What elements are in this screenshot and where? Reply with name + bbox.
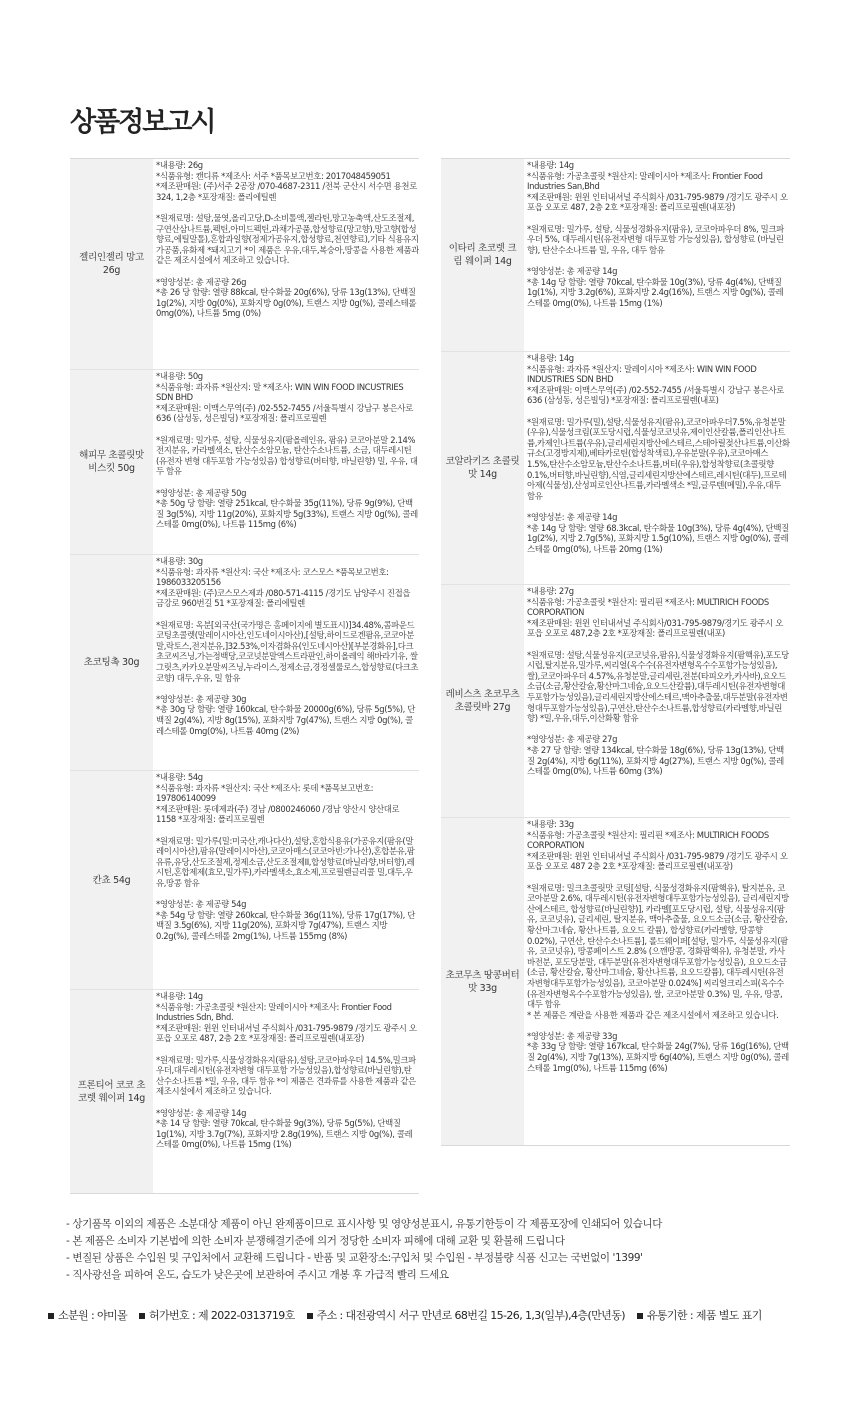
product-name: 코알라키즈 초콜릿맛 14g [441,352,524,584]
product-name: 이타리 초코렛 크림 웨이퍼 14g [441,159,524,351]
product-row [441,817,790,1145]
product-detail: *내용량: 26g *식품유형: 캔디류 *제조사: 서주 *품목보고번호: 2017048459051 *제조판매원: (주)서주 2공장 /070-4687-2311 /전북 군산시 서수면 용천로 324, 1,2층 *포장재질: 폴리에틸렌 *원재료명: 설탕,물엿,올리고당,D-소비톨액,젤라틴,망고농축액,산도조절제,구연산삼나트륨,펙틴,아미드펙틴,과채가공품,합성향료(망고향),망고향(합성향료,에틸말톨),혼합과일향(정제가공유지,합성향료,천연향료),기타 식용유지가공품,유화제 *돼지고기 *이 제품은 우유,대두,복숭아,땅콩을 사용한 제품과 같은 제조시설에서 제조하고 있습니다. *영양성분: 총 제공량 26g *총 26 당 함량: 열량 88kcal, 탄수화물 20g(6%), 당류 13g(13%), 단백질 1g(2%), 지방 0g(0%), 포화지방 0g(0%), 트랜스 지방 0g(%), 콜레스테롤 0mg(0%), 나트륨 5mg (0%) [156,160,419,319]
footer-item: 주소 : 대전광역시 서구 만년로 68번길 15-26, 1,3(일부),4층(만년동) [307,1309,625,1322]
product-detail: *내용량: 33g *식품유형: 가공초콜릿 *원산지: 필리핀 *제조사: MULTIRICH FOODS CORPORATION *제조판매원: 윈윈 인터내셔널 주식회사 /031-795-9879 /경기도 광주시 오포읍 오포로 487 2층 2호 *포장재질: 폴리프로필렌(내포장) *원재료명: 밀크초콜릿맛 코팅[설탕, 식물성경화유지(팜핵유), 탈지분유, 코코아분말 2.6%, 대두레시틴(유전자변형대두포함가능성있음), 글리세린지방산에스테르, 합성향료(바닐린향)], 카라멜[포도당시럽, 설탕, 식물성유지(팜유, 코코넛유), 글리세린, 탈지분유, 맥아추출물, 요오드소금(소금, 황산칼슘, 황산마그네슘, 황산나트륨, 요오드 칼륨), 합성향료(카라멜향, 땅콩향 0.02%), 구연산, 탄산수소나트륨], 롤드웨이퍼[설탕, 밀가루, 식물성유지(팜유, 코코넛유), 땅콩페이스트 2.8% (으깬땅콩, 경화팜핵유), 유청분말, 카사바전분, 포도당분말, 대두분말(유전자변형대두포함가능성있음), 요오드소금(소금, 황산칼슘, 황산마그네슘, 황산나트륨, 요오드칼륨), 대두레시틴(유전자변형대두포함가능성있음), 코코아분말 0.024%] 씨리얼크리스피(옥수수(유전자변형옥수수포함가능성있음), 쌀, 코코아분말 0.3%) 밀, 우유, 땅콩, 대두 함유 * 본 제품은 계란을 사용한 제품과 같은 제조시설에서 제조하고 있습니다. *영양성분: 총 제공량 33g *총 33g 당 함량: 열량 167kcal, 탄수화물 24g(7%), 당류 16g(16%), 단백질 2g(4%), 지방 7g(13%), 포화지방 6g(40%), 트랜스 지방 0g(0%), 콜레스테롤 1mg(0%), 나트륨 115mg (6%) [527,819,789,1073]
product-detail: *내용량: 50g *식품유형: 과자류 *원산지: 말 *제조사: WIN WIN FOOD INCUSTRIES SDN BHD *제조판매원: 이맥스무역(주) /02-552-7455 /서울특별시 강남구 봉은사로 636 (삼성동, 성은빌딩) *포장재질: 폴리프로필렌 *원재료명: 밀가루, 설탕, 식물성유지(팜올레인유, 팜유) 코코아분말 2.14% 전지분유, 카라멜색소, 탄산수소암모늄, 탄산수소나트륨, 소금, 대두레시틴(유전자 변형 대두포함 가능성있음) 합성향료(버터향, 바닐린향) 밀, 우유, 대두 함유 *영양성분: 총 제공량 50g *총 50g 당 함량: 열량 251kcal, 탄수화물 35g(11%), 당류 9g(9%), 단백질 3g(5%), 지방 11g(20%), 포화지방 5g(33%), 트랜스 지방 0g(%), 콜레스테롤 0mg(0%), 나트륨 115mg (6%) [156,371,418,530]
product-detail: *내용량: 14g *식품유형: 과자류 *원산지: 말레이시아 *제조사: WIN WIN FOOD INDUSTRIES SDN BHD *제조판매원: 이맥스무역(주) /02-552-7455 /서울특별시 강남구 봉은사로 636 (삼성동, 성은빌딩) *포장재질: 폴리프로필렌(내포) *원재료명: 밀가루(밀),설탕,식물성유지(팜유),코코아파우더7.5%,유청분말(우유),식물성크림(포도당시럽,식물성코코넛유,제이인산칼륨,폴리인산나트륨,카제인나트륨(우유),글리세린지방산에스테르,스테아릴젖산나트륨,이산화규소(고경방지제),베타카로틴(합성착색료),우유분말(우유),코코아매스1.5%,탄산수소암모늄,탄산수소나트륨,버터(우유),합성착향료(초콜릿향0.1%,버터향,바닐린향),식염,글리세린지방산에스테르,레시틴(대두),프로테아제(식물성),산성피로인산나트륨,카라멜색소 *밀,글루텐(메밀),우유,대두 함유 *영양성분: 총 제공량 14g *총 14g 당 함량: 열량 68.3kcal, 탄수화물 10g(3%), 당류 4g(4%), 단백질 1g(2%), 지방 2.7g(5%), 포화지방 1.5g(10%), 트랜스 지방 0g(0%), 콜레스테롤 0mg(0%), 나트륨 20mg (1%) [527,353,790,554]
product-name: 초코무츠 땅콩버터맛 33g [441,818,524,1145]
product-row [70,770,419,989]
product-row [441,159,790,351]
notice-list [66,1216,662,1284]
square-bullet-icon [637,1313,643,1319]
square-bullet-icon [139,1313,145,1319]
footer-item: 유통기한 : 제품 별도 표기 [637,1309,762,1322]
product-row [70,369,419,554]
product-row [70,159,419,369]
page-title: 상품정보고시 [70,107,215,138]
product-row [70,554,419,770]
product-name: 칸쵸 54g [70,771,153,989]
product-name: 레비스츠 초코무츠 초콜릿바 27g [441,585,524,817]
notice-item: - 상기품목 이외의 제품은 소분대상 제품이 아닌 완제품이므로 표시사항 및 영양성분표시, 유통기한등이 각 제품포장에 인쇄되어 있습니다 [66,1218,662,1230]
square-bullet-icon [307,1313,313,1319]
product-detail: *내용량: 14g *식품유형: 가공초콜릿 *원산지: 말레이시아 *제조사: Frontier Food Industries San,Bhd *제조판매원: 윈윈 인터내셔널 주식회사 /031-795-9879 /경기도 광주시 오포읍 오포로 487, 2층 2호 *포장재질: 폴리프로필렌(내포장) *원재료명: 밀가루, 설탕, 식물성경화유지(팜유), 코코아파우더 8%, 밀크파우더 5%, 대두레시틴(유전자변형 대두포함 가능성있음), 합성향료 (바닐린향), 탄산수소나트륨 밀, 우유, 대두 함유 *영양성분: 총 제공량 14g *총 14g 당 함량: 열량 70kcal, 탄수화물 10g(3%), 당류 4g(4%), 단백질 1g(1%), 지방 3.2g(6%), 포화지방 2.4g(16%), 트랜스 지방 0g(%), 콜레스테롤 0mg(0%), 나트륨 15mg (1%) [527,160,788,308]
notice-item: - 본 제품은 소비자 기본법에 의한 소비자 분쟁해결기준에 의거 정당한 소비자 피해에 대해 교환 및 환불해 드립니다 [66,1235,565,1247]
product-row [441,351,790,584]
product-info-table-left [70,158,419,1194]
product-row [441,584,790,817]
notice-item: - 변질된 상품은 수입원 및 구입처에서 교환해 드립니다 - 반품 및 교환장소:구입처 및 수입원 - 부정불량 식품 신고는 국번없이 '1399' [66,1252,643,1264]
square-bullet-icon [48,1313,54,1319]
product-name: 젤리인젤리 망고 26g [70,159,153,369]
product-detail: *내용량: 27g *식품유형: 가공초콜릿 *원산지: 필리핀 *제조사: MULTIRICH FOODS CORPORATION *제조판매원: 윈윈 인터내셔널 주식회사/031-795-9879/경기도 광주시 오포읍 오포로 487,2층 2호 *포장재질: 폴리프로필렌(내포) *원재료명: 설탕,식물성유지(코코넛유,팜유),식물성경화유지(팜핵유),포도당시럽,탈지분유,밀가루,씨리얼(옥수수(유전자변형옥수수포함가능성있음),쌀),코코아파우더 4.57%,유청분말,글리세린,전분(타피오카,카사바),요오드소금(소금,황산칼슘,황산마그네슘,요오드산칼륨),대두레시틴(유전자변형대두포함가능성있음),글리세린지방산에스테르,맥아추출물,대두분말(유전자변형대두포함가능성있음),구연산,탄산수소나트륨,합성향료(카라멜향,바닐린향) *밀,우유,대두,이산화황 함유 *영양성분: 총 제공량 27g *총 27 당 함량: 열량 134kcal, 탄수화물 18g(6%), 당류 13g(13%), 단백질 2g(4%), 지방 6g(11%), 포화지방 4g(27%), 트랜스 지방 0g(%), 콜레스테롤 0mg(0%), 나트륨 60mg (3%) [527,586,789,777]
footer-item: 허가번호 : 제 2022-0313719호 [139,1309,295,1322]
product-name: 해피무 초콜릿맛 비스킷 50g [70,370,153,554]
notice-item: - 직사광선을 피하여 온도, 습도가 낮은곳에 보관하여 주시고 개봉 후 가급적 빨리 드세요 [66,1269,449,1281]
product-detail: *내용량: 30g *식품유형: 과자류 *원산지: 국산 *제조사: 코스모스 *품목보고번호: 1986033205156 *제조판매원: (주)코스모스제과 /080-571-4115 /경기도 남양주시 진접읍 금강로 960번길 51 *포장재질: 폴리에틸렌 *원재료명: 옥분[외국산(국가명은 홈페이지에 별도표시)]34.48%,콤파운드코팅초콜렛(말레이시아산,인도네이시아산),[설탕,하이드로겐팜유,코코아분말,락토스,전지분유,]32.53%,이자겸화유(인도네시아산)[부분경화유],다크초코씨즈닝,가는정백당,코코넛분말엑스트라판인,하이올레익 해바라기유, 쌀그릿츠,카카오분말씨즈닝,누라이스,정제소금,경정셀룰로스,합성향료(다크초코향) 대두,우유, 밀 함유 *영양성분: 총 제공량 30g *총 30g 당 함량: 열량 160kcal, 탄수화물 20000g(6%), 당류 5g(5%), 단백질 2g(4%), 지방 8g(15%), 포화지방 7g(47%), 트랜스 지방 0g(%), 콜레스테롤 0mg(0%), 나트륨 40mg (2%) [156,556,419,736]
product-info-table-right [441,158,790,1146]
footer-item: 소분원 : 야미몰 [48,1309,127,1322]
product-row [70,989,419,1193]
product-detail: *내용량: 14g *식품유형: 가공초콜릿 *원산지: 말레이시아 *제조사: Frontier Food Industries Sdn, Bhd. *제조판매원: 윈윈 인터내셔널 주식회사 /031-795-9879 /경기도 광주시 오포읍 오포로 487, 2층 2호 *포장재질: 폴리프로필렌(내포장) *원재료명: 밀가루,식물성경화유지(팜유),설탕,코코아파우더 14.5%,밀크파우더,대두레시틴(유전자변형 대두포함 가능성있음),합성향료(바닐린향),탄산수소나트륨 *밀, 우유, 대두 함유 *이 제품은 견과류를 사용한 제품과 같은 제조시설에서 제조하고 있습니다. *영양성분: 총 제공량 14g *총 14 당 함량: 열량 70kcal, 탄수화물 9g(3%), 당류 5g(5%), 단백질 1g(1%), 지방 3.7g(7%), 포화지방 2.8g(19%), 트랜스 지방 0g(%), 콜레스테롤 0mg(0%), 나트륨 15mg (1%) [156,991,417,1150]
product-detail: *내용량: 54g *식품유형: 과자류 *원산지: 국산 *제조사: 롯데 *품목보고번호: 197806140099 *제조판매원: 롯데제과(주) 경남 /0800246060 /경남 양산시 양산대로 1158 *포장재질: 폴리프로필렌 *원재료명: 밀가루(밀:미국산,캐나다산),설탕,혼합식용유(가공유지(팜유(말레이시아산),팜유(말레이시아산),코코아매스(코코아빈:가나산),혼합분유,팜유류,유당,산도조절제,정제소금,산도조절제II,합성향료(바닐라향,버터향),레시틴,혼합제제(효모,밀가루),카라멜색소,효소제,프로필렌글리콜 밀,대두,우유,땅콩 함유 *영양성분: 총 제공량 54g *총 54g 당 함량: 열량 260kcal, 탄수화물 36g(11%), 당류 17g(17%), 단백질 3.5g(6%), 지방 11g(20%), 포화지방 7g(47%), 트랜스 지방 0.2g(%), 콜레스테롤 2mg(1%), 나트륨 155mg (8%) [156,772,416,941]
product-name: 프론티어 코코 초코렛 웨이퍼 14g [70,990,153,1193]
seller-info-footer [48,1307,771,1323]
product-name: 초코팅촉 30g [70,555,153,770]
